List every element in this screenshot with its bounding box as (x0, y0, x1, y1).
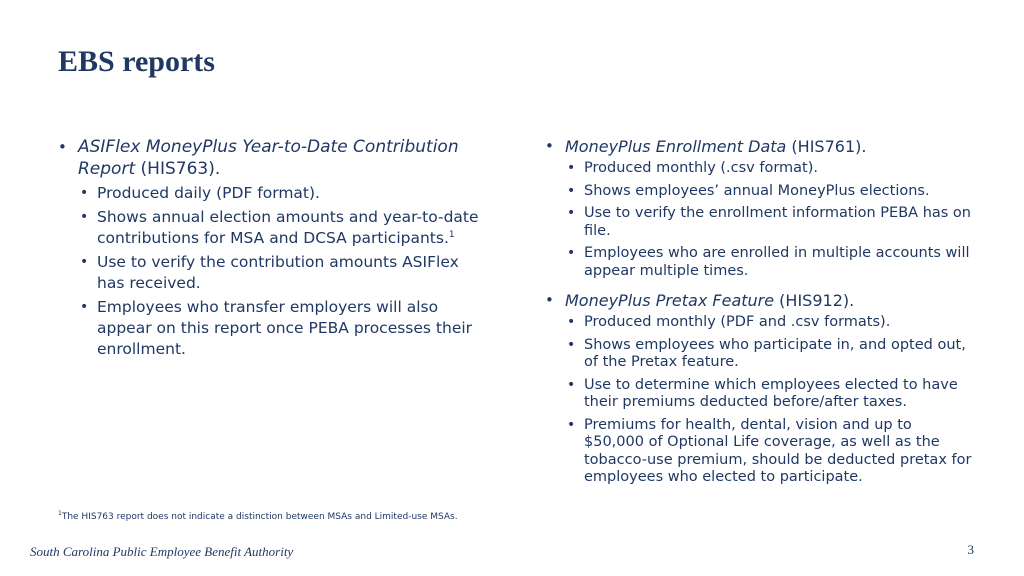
sub-bullet: • Premiums for health, dental, vision and up to $50,000 of Optional Life coverage, as well as the tobacco-use premium, should be deducted pretax for employees who elected to participate. (565, 417, 975, 487)
sub-bullet: • Produced daily (PDF format). (78, 183, 488, 204)
report-item-his761 (545, 136, 975, 280)
left-column (58, 136, 488, 363)
report-code: (HIS761). (786, 137, 867, 156)
footnote (58, 512, 458, 522)
slide-title: EBS reports (58, 45, 215, 78)
report-item-his912 (545, 290, 975, 487)
page-number: 3 (967, 542, 974, 557)
footnote-ref: 1 (448, 229, 455, 240)
sub-bullet: • Use to verify the contribution amounts ASIFlex has received. (78, 252, 488, 294)
report-name: ASIFlex MoneyPlus Year-to-Date Contribution Report (78, 137, 459, 179)
report-code: (HIS912). (774, 291, 855, 310)
sub-bullet: • Employees who transfer employers will also appear on this report once PEBA processes their enrollment. (78, 297, 488, 360)
report-name: MoneyPlus Enrollment Data (565, 137, 787, 156)
sub-bullet: • Shows employees who participate in, and opted out, of the Pretax feature. (565, 337, 975, 372)
report-code: (HIS763). (135, 159, 221, 179)
sub-bullet: • Produced monthly (PDF and .csv formats). (565, 314, 975, 332)
sub-bullet: • Use to verify the enrollment information PEBA has on file. (565, 205, 975, 240)
sub-bullet: • Produced monthly (.csv format). (565, 160, 975, 178)
sub-bullet: • Shows employees’ annual MoneyPlus elections. (565, 183, 975, 201)
right-column (545, 136, 975, 492)
report-item-his763 (58, 136, 488, 360)
sub-bullet: • Shows annual election amounts and year-to-date contributions for MSA and DCSA participants.$^1$ (78, 207, 488, 249)
report-name: MoneyPlus Pretax Feature (565, 291, 775, 310)
footnote-marker: 1 (58, 510, 62, 517)
footer-organization: South Carolina Public Employee Benefit Authority (30, 544, 294, 559)
sub-bullet: • Use to determine which employees elected to have their premiums deducted before/after taxes. (565, 377, 975, 412)
sub-bullet: • Employees who are enrolled in multiple accounts will appear multiple times. (565, 245, 975, 280)
footnote-text: The HIS763 report does not indicate a distinction between MSAs and Limited-use MSAs. (61, 512, 458, 522)
